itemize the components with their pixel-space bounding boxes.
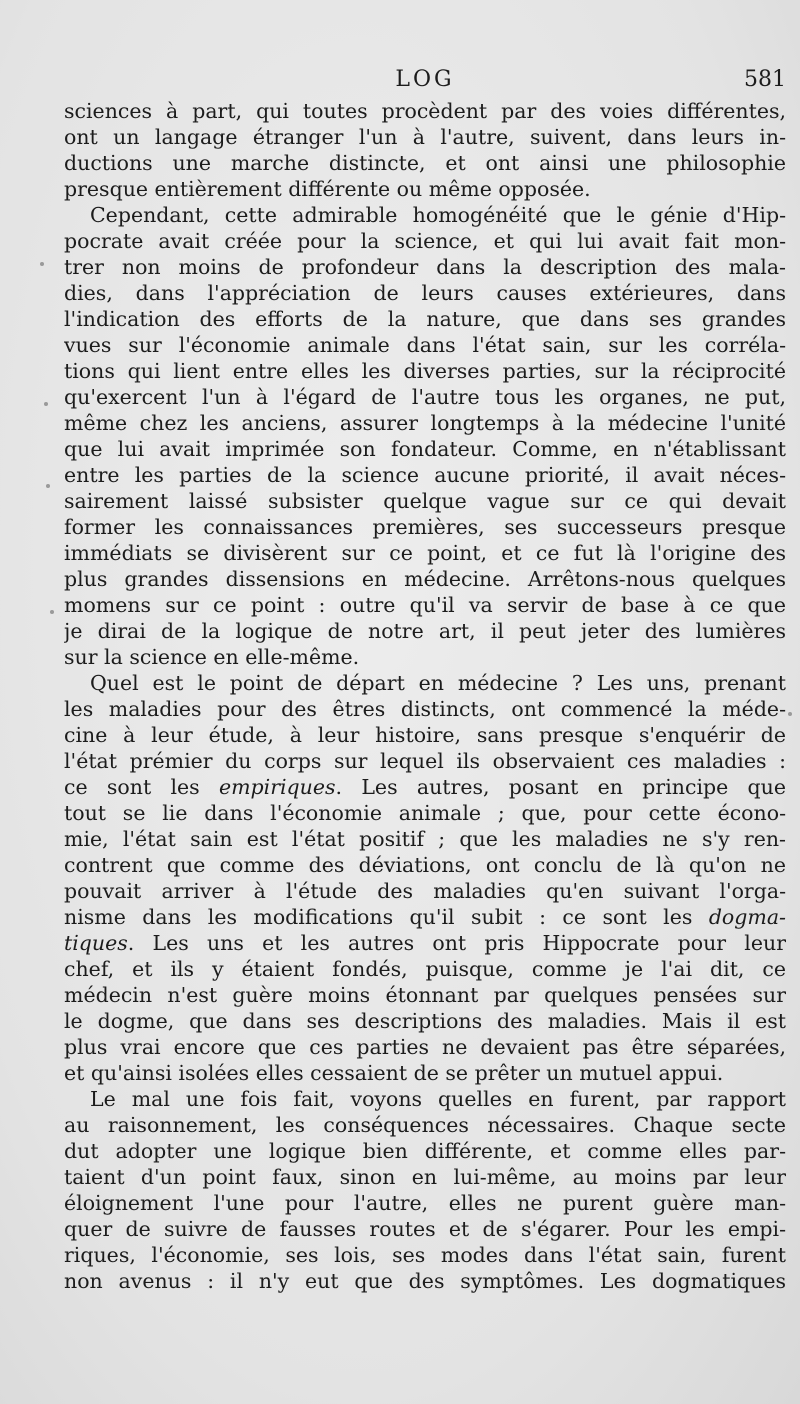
text-line: même chez les anciens, assurer longtemps à la médecine l'unité xyxy=(64,411,786,435)
text-line: l'état prémier du corps sur lequel ils observaient ces maladies : xyxy=(64,749,786,773)
text-segment: nisme dans les modifications qu'il subit : ce sont les xyxy=(64,905,709,929)
text-segment: ce sont les xyxy=(64,775,219,799)
margin-speck xyxy=(788,712,792,716)
text-line: je dirai de la logique de notre art, il peut jeter des lumières xyxy=(64,619,786,643)
text-line xyxy=(64,930,786,956)
italic-term: empiriques xyxy=(218,775,336,799)
running-head: LOG xyxy=(395,67,455,92)
margin-speck xyxy=(50,610,54,614)
text-line: dies, dans l'appréciation de leurs causes extérieures, dans xyxy=(64,281,786,305)
margin-speck xyxy=(40,262,44,266)
text-line: mie, l'état sain est l'état positif ; que les maladies ne s'y ren- xyxy=(64,827,786,851)
text-line: tout se lie dans l'économie animale ; que, pour cette écono- xyxy=(64,801,786,825)
margin-speck xyxy=(46,484,50,488)
text-segment: . Les autres, posant en principe que xyxy=(335,775,786,799)
text-line: plus vrai encore que ces parties ne devaient pas être séparées, xyxy=(64,1035,786,1059)
text-line: quer de suivre de fausses routes et de s'égarer. Pour les empi- xyxy=(64,1217,786,1241)
text-line: presque entièrement différente ou même opposée. xyxy=(64,177,591,201)
text-line: qu'exercent l'un à l'égard de l'autre tous les organes, ne put, xyxy=(64,385,786,409)
text-line: l'indication des efforts de la nature, que dans ses grandes xyxy=(64,307,786,331)
text-line: Cependant, cette admirable homogénéité que le génie d'Hip- xyxy=(90,203,786,227)
text-line: entre les parties de la science aucune priorité, il avait néces- xyxy=(64,463,786,487)
text-line xyxy=(64,904,786,930)
italic-term: tiques xyxy=(64,931,128,955)
italic-term: dogma- xyxy=(708,905,786,929)
page-header xyxy=(64,62,786,98)
text-segment: . Les uns et les autres ont pris Hippocrate pour leur xyxy=(127,931,786,955)
text-line: taient d'un point faux, sinon en lui-même, au moins par leur xyxy=(64,1165,786,1189)
text-line: cine à leur étude, à leur histoire, sans presque s'enquérir de xyxy=(64,723,786,747)
text-line: ont un langage étranger l'un à l'autre, suivent, dans leurs in- xyxy=(64,125,786,149)
text-line: sairement laissé subsister quelque vague sur ce qui devait xyxy=(64,489,786,513)
text-line: immédiats se divisèrent sur ce point, et ce fut là l'origine des xyxy=(64,541,786,565)
page-number: 581 xyxy=(744,67,786,92)
text-line: les maladies pour des êtres distincts, ont commencé la méde- xyxy=(64,697,786,721)
text-line: au raisonnement, les conséquences nécessaires. Chaque secte xyxy=(64,1113,786,1137)
text-line: contrent que comme des déviations, ont conclu de là qu'on ne xyxy=(64,853,786,877)
text-line: chef, et ils y étaient fondés, puisque, comme je l'ai dit, ce xyxy=(64,957,786,981)
text-line: tions qui lient entre elles les diverses parties, sur la réciprocité xyxy=(64,359,786,383)
text-line: médecin n'est guère moins étonnant par quelques pensées sur xyxy=(64,983,786,1007)
text-line: Quel est le point de départ en médecine ? Les uns, prenant xyxy=(90,671,786,695)
text-line: et qu'ainsi isolées elles cessaient de se prêter un mutuel appui. xyxy=(64,1061,724,1085)
text-line: momens sur ce point : outre qu'il va servir de base à ce que xyxy=(64,593,786,617)
text-line: pouvait arriver à l'étude des maladies qu'en suivant l'orga- xyxy=(64,879,786,903)
text-line: plus grandes dissensions en médecine. Arrêtons-nous quelques xyxy=(64,567,786,591)
text-line: sur la science en elle-même. xyxy=(64,645,360,669)
text-line: dut adopter une logique bien différente, et comme elles par- xyxy=(64,1139,786,1163)
text-line: riques, l'économie, ses lois, ses modes dans l'état sain, furent xyxy=(64,1243,786,1267)
text-line: trer non moins de profondeur dans la description des mala- xyxy=(64,255,786,279)
text-line: que lui avait imprimée son fondateur. Comme, en n'établissant xyxy=(64,437,786,461)
text-line: Le mal une fois fait, voyons quelles en furent, par rapport xyxy=(90,1087,786,1111)
text-line: vues sur l'économie animale dans l'état sain, sur les corréla- xyxy=(64,333,786,357)
text-line: ductions une marche distincte, et ont ainsi une philosophie xyxy=(64,151,786,175)
text-line xyxy=(64,774,786,800)
text-line: non avenus : il n'y eut que des symptômes. Les dogmatiques xyxy=(64,1269,786,1293)
text-line: sciences à part, qui toutes procèdent par des voies différentes, xyxy=(64,99,786,123)
text-line: éloignement l'une pour l'autre, elles ne purent guère man- xyxy=(64,1191,786,1215)
text-line: le dogme, que dans ses descriptions des maladies. Mais il est xyxy=(64,1009,786,1033)
text-line: former les connaissances premières, ses successeurs presque xyxy=(64,515,786,539)
margin-speck xyxy=(44,402,48,406)
text-line: pocrate avait créée pour la science, et qui lui avait fait mon- xyxy=(64,229,786,253)
body-text xyxy=(64,98,786,1294)
